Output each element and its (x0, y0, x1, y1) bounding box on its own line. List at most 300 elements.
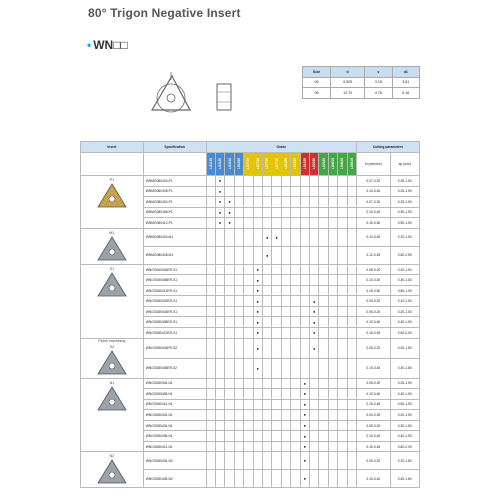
recommended-mark: ● (303, 380, 306, 386)
grade-cell (262, 317, 271, 328)
grade-cell (234, 420, 243, 431)
grade-cell (328, 420, 337, 431)
spec-header: Specification (143, 142, 206, 153)
grade-code-label: LS1005 (283, 157, 288, 170)
grade-code-cell (319, 153, 328, 176)
insert-header-blank (81, 153, 144, 176)
grade-cell (291, 306, 300, 317)
grade-cell (300, 306, 309, 317)
grade-cell (328, 285, 337, 296)
grade-cell (300, 176, 309, 187)
grade-code-label: LS7725 (265, 157, 270, 170)
grade-cell (272, 389, 281, 400)
grade-cell (300, 328, 309, 339)
grade-cell (215, 296, 224, 307)
grade-cell (215, 431, 224, 442)
grade-cell (281, 441, 290, 452)
grade-cell (347, 264, 356, 275)
grade-cell (328, 452, 337, 470)
grade-cell (272, 441, 281, 452)
grade-cell (281, 207, 290, 218)
grade-cell (253, 410, 262, 421)
insert-group-cell (81, 338, 144, 378)
grade-cell (319, 399, 328, 410)
grade-cell (225, 317, 234, 328)
grade-cell (300, 317, 309, 328)
grade-cell (328, 176, 337, 187)
fn-cell: 0.05-0.20 (357, 306, 390, 317)
recommended-mark: ● (218, 178, 222, 184)
insert-image (95, 182, 129, 210)
grade-cell (225, 399, 234, 410)
grade-cell (206, 218, 215, 229)
fn-cell: 0.12-0.45 (357, 246, 390, 264)
grade-cell (338, 358, 347, 378)
dimension-table (302, 66, 420, 99)
spec-cell: WNMG060404-P1 (143, 176, 206, 187)
ap-cell: 0.50-1.50 (390, 399, 419, 410)
grade-cell (262, 470, 271, 488)
grade-code-cell (244, 153, 253, 176)
spec-header-blank (143, 153, 206, 176)
grade-cell (328, 441, 337, 452)
chipbreaker-label: S2 (109, 344, 115, 349)
grade-cell (300, 264, 309, 275)
grade-cell (215, 410, 224, 421)
grade-cell (310, 452, 319, 470)
grade-cell (300, 338, 309, 358)
table-row (81, 264, 420, 275)
ap-header: ap (mm) (390, 153, 419, 176)
grade-cell (234, 246, 243, 264)
grade-cell (253, 275, 262, 286)
ap-cell: 0.30-1.50 (390, 186, 419, 197)
grade-cell (244, 328, 253, 339)
grade-code-cell (262, 153, 271, 176)
grade-cell (300, 186, 309, 197)
grade-cell (328, 399, 337, 410)
spec-cell: WNGG080412ER-S1 (143, 328, 206, 339)
series-code: WN□□ (93, 38, 128, 52)
grade-cell (234, 338, 243, 358)
grade-cell (206, 306, 215, 317)
recommended-mark: ● (312, 345, 316, 351)
grade-cell (206, 246, 215, 264)
grade-cell (234, 378, 243, 389)
grade-cell (272, 420, 281, 431)
recommended-mark: ● (303, 433, 306, 439)
grade-cell (262, 285, 271, 296)
grade-cell (328, 264, 337, 275)
grade-cell (328, 197, 337, 208)
grade-cell (300, 218, 309, 229)
recommended-mark: ● (312, 309, 316, 315)
grade-code-cell (206, 153, 215, 176)
table-row (81, 338, 420, 358)
insert-image (95, 385, 129, 413)
grade-cell (253, 306, 262, 317)
ap-cell: 0.30-1.50 (390, 378, 419, 389)
grade-cell (319, 285, 328, 296)
grade-cell (300, 228, 309, 246)
fn-cell: 0.10-0.40 (357, 317, 390, 328)
grade-cell (310, 358, 319, 378)
ap-cell: 0.20-1.50 (390, 306, 419, 317)
recommended-mark: ● (275, 234, 278, 240)
grade-cell (225, 410, 234, 421)
grade-cell (291, 264, 300, 275)
grade-cell (328, 207, 337, 218)
spec-cell: WNGG080408ER-S2 (143, 358, 206, 378)
grade-cell (253, 197, 262, 208)
grade-cell (253, 358, 262, 378)
recommended-mark: ● (303, 476, 306, 482)
grade-cell (281, 264, 290, 275)
grade-cell (310, 389, 319, 400)
spec-cell: WNMG080408-P1 (143, 207, 206, 218)
grade-cell (310, 218, 319, 229)
grade-cell (338, 306, 347, 317)
grade-code-label: LS7720 (255, 157, 260, 170)
grade-cell (281, 246, 290, 264)
recommended-mark: ● (256, 345, 259, 351)
recommended-mark: ● (256, 298, 259, 304)
grade-cell (244, 452, 253, 470)
recommended-mark: ● (218, 220, 222, 226)
series-subtitle (87, 38, 128, 52)
grade-cell (300, 452, 309, 470)
grade-cell (272, 296, 281, 307)
chipbreaker-label: S1 (109, 266, 115, 271)
fn-cell: 0.10-0.40 (357, 470, 390, 488)
ap-cell: 0.40-1.80 (390, 358, 419, 378)
grade-cell (310, 378, 319, 389)
grade-cell (291, 431, 300, 442)
grade-cell (253, 470, 262, 488)
grade-cell (225, 328, 234, 339)
grade-cell (206, 399, 215, 410)
grade-cell (225, 441, 234, 452)
grade-cell (272, 246, 281, 264)
grade-cell (300, 296, 309, 307)
grade-cell (253, 228, 262, 246)
dims-header-cell: d1 (392, 67, 419, 78)
grade-cell (225, 420, 234, 431)
grade-cell (253, 176, 262, 187)
spec-cell: WNGG060404ER-S1 (143, 264, 206, 275)
grade-cell (206, 470, 215, 488)
grade-cell (281, 470, 290, 488)
grade-cell (262, 306, 271, 317)
grade-cell (225, 378, 234, 389)
fn-cell: 0.05-0.20 (357, 264, 390, 275)
grade-cell (291, 296, 300, 307)
grade-cell (225, 389, 234, 400)
grade-cell (347, 186, 356, 197)
grade-cell (244, 207, 253, 218)
recommended-mark: ● (256, 319, 259, 325)
ap-cell: 0.60-2.50 (390, 246, 419, 264)
grade-cell (291, 389, 300, 400)
recommended-mark: ● (256, 365, 259, 371)
insert-image (95, 271, 129, 299)
spec-cell: WNGG080408-N1 (143, 431, 206, 442)
grade-cell (253, 441, 262, 452)
grade-cell (206, 296, 215, 307)
ap-cell: 0.20-1.80 (390, 452, 419, 470)
grade-cell (281, 228, 290, 246)
grade-cell (300, 275, 309, 286)
grade-cell (244, 420, 253, 431)
grade-cell (272, 306, 281, 317)
grade-code-label: LS1015 (293, 157, 298, 170)
fn-cell: 0.15-0.50 (357, 285, 390, 296)
grade-cell (215, 470, 224, 488)
grade-cell (281, 197, 290, 208)
grade-cell (291, 218, 300, 229)
recommended-mark: ● (256, 309, 259, 315)
grade-cell (300, 358, 309, 378)
grade-cell (262, 358, 271, 378)
grade-cell (244, 470, 253, 488)
grade-cell (310, 328, 319, 339)
grade-cell (262, 228, 271, 246)
grade-cell (347, 441, 356, 452)
grade-cell (215, 328, 224, 339)
grade-cell (281, 306, 290, 317)
grade-cell (262, 218, 271, 229)
grade-cell (272, 186, 281, 197)
grade-cell (347, 285, 356, 296)
table-row (81, 176, 420, 187)
grade-cell (328, 246, 337, 264)
dims-cell: 3.81 (392, 77, 419, 88)
spec-cell: WNGG080408-N2 (143, 470, 206, 488)
grade-cell (338, 378, 347, 389)
grade-cell (319, 218, 328, 229)
recommended-mark: ● (218, 199, 222, 205)
grade-cell (244, 246, 253, 264)
grade-cell (338, 285, 347, 296)
insert-group-cell (81, 176, 144, 229)
grade-cell (310, 399, 319, 410)
ap-cell: 0.60-2.00 (390, 328, 419, 339)
grade-cell (291, 338, 300, 358)
grade-cell (272, 431, 281, 442)
grade-cell (338, 399, 347, 410)
grade-cell (328, 306, 337, 317)
grade-cell (206, 441, 215, 452)
recommended-mark: ● (265, 252, 269, 258)
grade-cell (215, 389, 224, 400)
grade-cell (319, 264, 328, 275)
grade-cell (206, 358, 215, 378)
recommended-mark: ● (303, 391, 306, 397)
grade-cell (215, 228, 224, 246)
grade-cell (328, 317, 337, 328)
spec-cell: WNMG080412-P1 (143, 218, 206, 229)
grade-cell (234, 207, 243, 218)
grade-cell (262, 420, 271, 431)
grade-cell (234, 228, 243, 246)
grade-cell (262, 186, 271, 197)
insert-image (95, 458, 129, 486)
grade-cell (291, 285, 300, 296)
grade-cell (206, 410, 215, 421)
table-row (81, 378, 420, 389)
spec-cell: WNGG080412-N1 (143, 441, 206, 452)
section-label: Finish machining (98, 338, 126, 343)
grade-code-cell (272, 153, 281, 176)
grade-cell (347, 218, 356, 229)
grade-cell (319, 431, 328, 442)
recommended-mark: ● (228, 220, 231, 226)
grade-cell (300, 197, 309, 208)
grade-cell (253, 399, 262, 410)
grade-cell (225, 218, 234, 229)
grade-cell (272, 399, 281, 410)
grade-cell (300, 470, 309, 488)
grade-cell (338, 338, 347, 358)
spec-cell: WNGG080408ER-S1 (143, 317, 206, 328)
grade-cell (253, 452, 262, 470)
grade-cell (281, 378, 290, 389)
fn-cell: 0.05-0.20 (357, 338, 390, 358)
ap-cell: 0.10-1.50 (390, 296, 419, 307)
fn-cell: 0.10-0.40 (357, 358, 390, 378)
recommended-mark: ● (218, 188, 222, 194)
grade-cell (319, 410, 328, 421)
grade-code-label: LS2025 (321, 157, 326, 170)
grade-cell (281, 420, 290, 431)
grade-cell (244, 228, 253, 246)
grade-cell (234, 176, 243, 187)
grade-cell (272, 207, 281, 218)
grade-cell (206, 186, 215, 197)
recommended-mark: ● (303, 423, 306, 429)
grade-cell (262, 399, 271, 410)
grade-code-cell (338, 153, 347, 176)
ap-cell: 0.25-1.50 (390, 197, 419, 208)
grade-cell (291, 275, 300, 286)
grade-cell (206, 452, 215, 470)
grade-code-cell (300, 153, 309, 176)
insert-diagram (132, 70, 252, 122)
spec-cell: WNGG060408ER-S1 (143, 275, 206, 286)
grade-cell (310, 338, 319, 358)
ap-cell: 0.40-1.50 (390, 275, 419, 286)
grade-cell (253, 338, 262, 358)
grade-cell (206, 378, 215, 389)
insert-image (95, 235, 129, 263)
grade-cell (215, 197, 224, 208)
grade-cell (338, 431, 347, 442)
spec-cell: WNGG060412-N1 (143, 399, 206, 410)
recommended-mark: ● (218, 209, 222, 215)
grade-cell (291, 328, 300, 339)
grade-cell (253, 246, 262, 264)
grade-cell (291, 420, 300, 431)
grade-cell (234, 306, 243, 317)
grade-cell (244, 306, 253, 317)
grade-cell (215, 452, 224, 470)
grade-cell (300, 399, 309, 410)
grade-cell (319, 306, 328, 317)
grade-cell (347, 296, 356, 307)
grade-cell (291, 317, 300, 328)
spec-cell: WNGG080402ER-S1 (143, 296, 206, 307)
dims-cell: 06 (303, 77, 331, 88)
grade-cell (215, 264, 224, 275)
grade-cell (328, 275, 337, 286)
dims-header-cell: Size (303, 67, 331, 78)
grade-cell (262, 264, 271, 275)
recommended-mark: ● (228, 209, 231, 215)
grade-cell (347, 378, 356, 389)
grade-cell (338, 410, 347, 421)
fn-cell: 0.10-0.40 (357, 228, 390, 246)
fn-header: fn (mm/rev) (357, 153, 390, 176)
grade-cell (253, 186, 262, 197)
spec-cell: WNGG060412ER-S1 (143, 285, 206, 296)
ap-cell: 0.40-1.50 (390, 389, 419, 400)
grade-cell (253, 317, 262, 328)
grade-cell (338, 275, 347, 286)
grade-cell (338, 328, 347, 339)
dims-header-row (303, 67, 420, 78)
grade-cell (310, 410, 319, 421)
grade-cell (253, 218, 262, 229)
grade-cell (253, 420, 262, 431)
grade-cell (328, 431, 337, 442)
grade-cell (281, 338, 290, 358)
grade-cell (262, 410, 271, 421)
grade-cell (234, 410, 243, 421)
ap-cell: 0.20-1.50 (390, 410, 419, 421)
grade-cell (319, 452, 328, 470)
grade-cell (253, 296, 262, 307)
grade-code-label: LS9015 (349, 157, 354, 170)
grade-cell (272, 176, 281, 187)
grade-cell (281, 389, 290, 400)
grade-cell (310, 306, 319, 317)
grade-cell (319, 186, 328, 197)
grade-cell (225, 246, 234, 264)
recommended-mark: ● (256, 277, 259, 283)
grade-cell (347, 470, 356, 488)
spec-cell: WNGG080402-N1 (143, 410, 206, 421)
grade-cell (347, 317, 356, 328)
grade-cell (262, 246, 271, 264)
recommended-mark: ● (256, 288, 259, 294)
grade-cell (281, 410, 290, 421)
grade-cell (234, 452, 243, 470)
grade-cell (215, 399, 224, 410)
grade-cell (300, 246, 309, 264)
grade-cell (338, 228, 347, 246)
grade-cell (281, 275, 290, 286)
grade-cell (319, 317, 328, 328)
grade-cell (319, 420, 328, 431)
fn-cell: 0.05-0.20 (357, 452, 390, 470)
grade-cell (319, 378, 328, 389)
grade-cell (272, 328, 281, 339)
grade-cell (347, 410, 356, 421)
grade-cell (206, 207, 215, 218)
grade-cell (319, 228, 328, 246)
grade-cell (225, 452, 234, 470)
grade-cell (347, 389, 356, 400)
